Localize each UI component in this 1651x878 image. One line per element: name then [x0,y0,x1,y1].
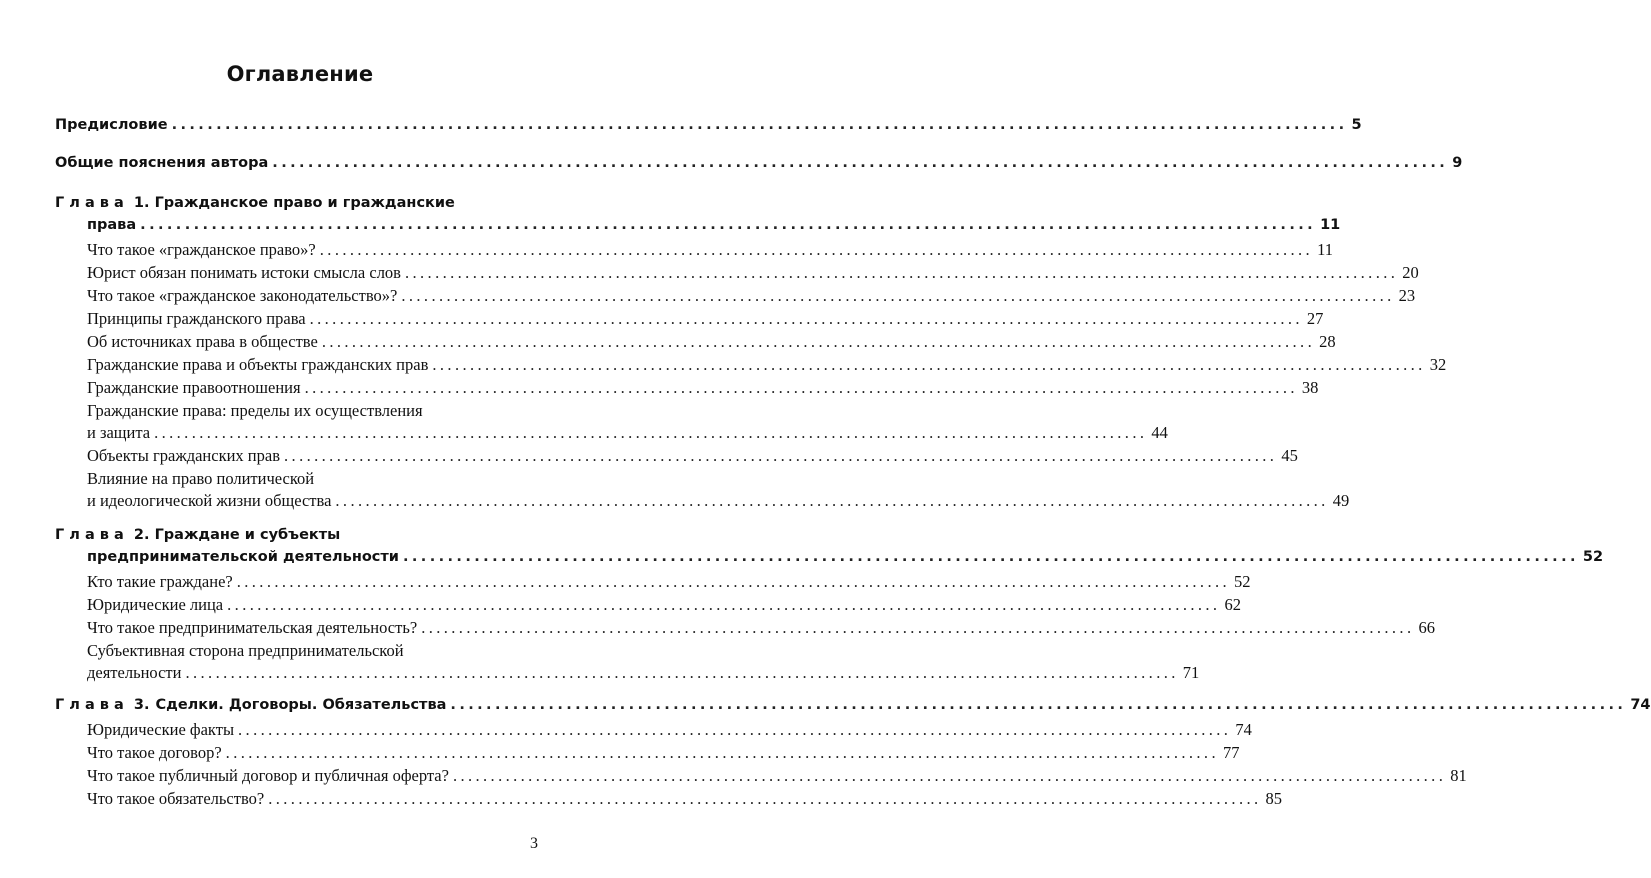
dot-leader: .................................................................................................................................... [227,595,1221,614]
dot-leader: .................................................................................................................................... [272,155,1449,171]
dot-leader: .................................................................................................................................... [284,446,1278,465]
toc-entry-page: 81 [1450,766,1467,785]
dot-leader: .................................................................................................................................... [268,789,1262,808]
dot-leader: .................................................................................................................................... [401,286,1395,305]
toc-entry-label: Что такое договор? [87,743,222,762]
toc-entry-page: 44 [1151,423,1168,442]
toc-entry-page: 23 [1398,286,1416,305]
toc-entry[interactable] [0,766,1467,788]
toc-entry-label: Предисловие [55,117,168,133]
dot-leader: .................................................................................................................................... [321,332,1316,351]
toc-entry[interactable] [0,263,1419,285]
toc-entry[interactable] [0,446,1298,468]
toc-entry-line1[interactable] [0,641,600,663]
toc-entry-label: Что такое публичный договор и публичная оферта? [87,766,449,785]
toc-entry-label: Общие пояснения автора [55,155,269,171]
toc-entry-page: 11 [1317,240,1333,259]
dot-leader: .................................................................................................................................... [140,217,1317,233]
toc-entry[interactable] [0,618,1435,640]
toc-entry[interactable] [0,572,1251,594]
chapter-page: 52 [1582,549,1604,565]
toc-entry-label: Юрист обязан понимать истоки смысла слов [87,263,401,282]
toc-entry-page: 49 [1332,491,1350,510]
chapter-1-heading-line1[interactable] [0,195,600,217]
toc-entry[interactable] [0,309,1324,331]
chapter-2-heading-line1[interactable] [0,527,600,549]
toc-entry-label-line1: Гражданские права: пределы их осуществления [87,401,423,420]
chapter-3-heading[interactable] [0,697,1651,719]
toc-entry-label: и защита [87,423,151,442]
toc-entry-label-line1: Влияние на право политической [87,469,315,488]
toc-entry-page: 85 [1265,789,1283,808]
toc-entry-label: Что такое «гражданское законодательство»? [87,286,398,305]
dot-leader: .................................................................................................................................... [335,491,1329,510]
dot-leader: .................................................................................................................................... [309,309,1303,328]
page-title: Оглавление [226,62,374,86]
chapter-page: 11 [1320,217,1341,233]
dot-leader: .................................................................................................................................... [319,240,1314,259]
toc-entry-label: Кто такие граждане? [87,572,233,591]
toc-entry[interactable] [0,240,1333,262]
toc-entry-page: 71 [1182,663,1200,682]
toc-entry-author-notes[interactable] [0,155,1463,177]
toc-entry-page: 5 [1351,117,1362,133]
toc-entry-label: Объекты гражданских прав [87,446,281,465]
toc-entry-page: 32 [1429,355,1447,374]
dot-leader: .................................................................................................................................... [404,263,1399,282]
toc-entry-label: Юридические лица [87,595,224,614]
toc-entry-page: 52 [1234,572,1251,591]
toc-entry[interactable] [0,595,1241,617]
dot-leader: .................................................................................................................................... [154,423,1148,442]
dot-leader: .................................................................................................................................... [304,378,1298,397]
dot-leader: .................................................................................................................................... [450,697,1627,713]
toc-entry-label: и идеологической жизни общества [87,491,332,510]
dot-leader: .................................................................................................................................... [432,355,1426,374]
toc-entry-label: деятельности [87,663,182,682]
toc-entry-label: Гражданские права и объекты гражданских прав [87,355,429,374]
page-number: 3 [530,835,538,852]
dot-leader: .................................................................................................................................... [236,572,1231,591]
chapter-title-line2: права [87,217,137,233]
chapter-title: Сделки. Договоры. Обязательства [155,697,447,713]
toc-entry-page: 62 [1224,595,1241,614]
toc-entry-label: Юридические факты [87,720,235,739]
chapter-page: 74 [1630,697,1651,713]
toc-entry-line1[interactable] [0,469,600,491]
toc-entry[interactable] [0,743,1240,765]
dot-leader: .................................................................................................................................... [225,743,1219,762]
dot-leader: .................................................................................................................................... [402,549,1579,565]
chapter-prefix: Г л а в а 3. [55,697,150,713]
toc-entry-line1[interactable] [0,401,600,423]
toc-entry-page: 9 [1452,155,1463,171]
chapter-1-heading[interactable] [0,217,1341,239]
toc-entry-label: Принципы гражданского права [87,309,306,328]
chapter-prefix: Г л а в а 2. [55,527,150,543]
toc-entry-page: 27 [1306,309,1324,328]
chapter-title-line1: Граждане и субъекты [154,527,341,543]
chapter-title-line2: предпринимательской деятельности [87,549,399,565]
toc-entry-page: 74 [1235,720,1252,739]
toc-entry[interactable] [0,491,1350,513]
toc-entry-page: 38 [1301,378,1319,397]
toc-entry-label: Что такое «гражданское право»? [87,240,316,259]
toc-entry[interactable] [0,378,1319,400]
toc-entry-label-line1: Субъективная сторона предпринимательской [87,641,404,660]
chapter-2-heading[interactable] [0,549,1604,571]
toc-entry[interactable] [0,332,1336,354]
toc-entry[interactable] [0,423,1168,445]
toc-entry-label: Что такое обязательство? [87,789,265,808]
toc-entry[interactable] [0,720,1252,742]
chapter-prefix: Г л а в а 1. [55,195,150,211]
toc-entry-page: 66 [1418,618,1435,637]
dot-leader: .................................................................................................................................... [185,663,1179,682]
dot-leader: .................................................................................................................................... [171,117,1348,133]
toc-entry-page: 20 [1402,263,1419,282]
toc-entry-label: Что такое предпринимательская деятельность? [87,618,418,637]
toc-entry[interactable] [0,355,1447,377]
dot-leader: .................................................................................................................................... [452,766,1447,785]
toc-entry-label: Гражданские правоотношения [87,378,301,397]
toc-entry-page: 45 [1281,446,1298,465]
dot-leader: .................................................................................................................................... [238,720,1232,739]
toc-entry-preface[interactable] [0,117,1362,139]
toc-entry-page: 77 [1222,743,1240,762]
toc-entry-label: Об источниках права в обществе [87,332,318,351]
toc-entry[interactable] [0,789,1283,811]
toc-entry[interactable] [0,286,1416,308]
toc-entry-page: 28 [1319,332,1336,351]
chapter-title-line1: Гражданское право и гражданские [154,195,455,211]
toc-entry[interactable] [0,663,1200,685]
dot-leader: .................................................................................................................................... [421,618,1415,637]
